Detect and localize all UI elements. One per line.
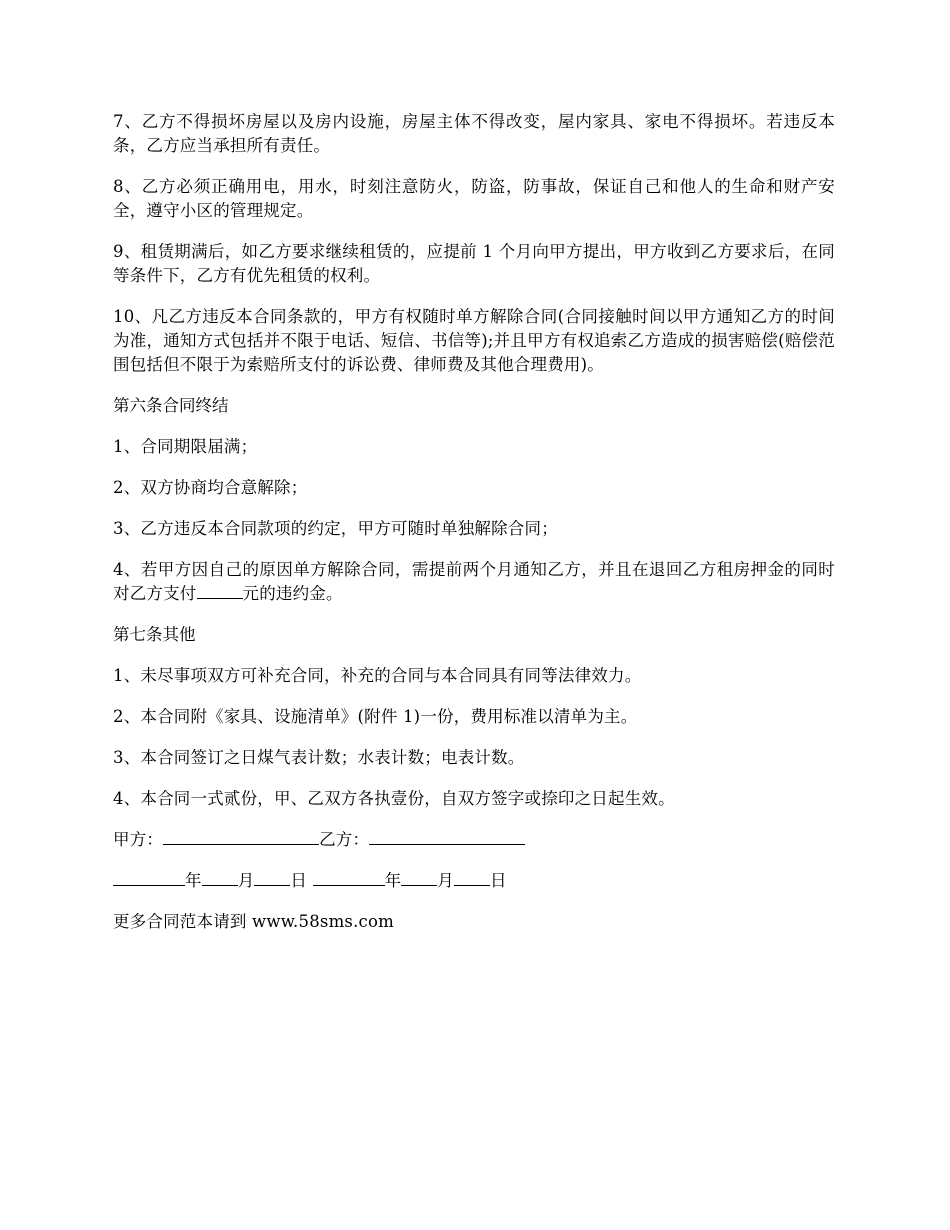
party-b-year-label: 年 xyxy=(384,871,402,890)
penalty-amount-blank xyxy=(197,582,243,599)
section-6-item-4 xyxy=(113,558,835,606)
party-a-month-blank xyxy=(202,869,238,886)
party-a-year-label: 年 xyxy=(185,871,202,890)
footer-note: 更多合同范本请到 www.58sms.com xyxy=(113,912,394,931)
party-b-label: 乙方： xyxy=(319,830,370,849)
section-7-item-2: 2、本合同附《家具、设施清单》(附件 1)一份，费用标准以清单为主。 xyxy=(113,707,638,726)
party-a-signature-blank xyxy=(163,828,319,845)
clause-7: 7、乙方不得损坏房屋以及房内设施，房屋主体不得改变，屋内家具、家电不得损坏。若违反本条，乙方应当承担所有责任。 xyxy=(113,112,835,155)
section-7-item-3: 3、本合同签订之日煤气表计数；水表计数；电表计数。 xyxy=(113,748,525,767)
party-b-month-label: 月 xyxy=(437,871,454,890)
section-6-item-4-prefix: 4、若甲方因自己的原因单方解除合同，需提前两个月通知乙方，并且在退回乙方租房押金的同时对乙方支付 xyxy=(113,560,835,603)
section-6-item-2: 2、双方协商均合意解除； xyxy=(113,478,308,497)
section-7-item-4: 4、本合同一式贰份，甲、乙双方各执壹份，自双方签字或捺印之日起生效。 xyxy=(113,789,675,808)
clause-10: 10、凡乙方违反本合同条款的，甲方有权随时单方解除合同(合同接触时间以甲方通知乙方的时间为准，通知方式包括并不限于电话、短信、书信等);并且甲方有权追索乙方造成的损害赔偿(赔偿范围包括但不限于为索赔所支付的诉讼费、律师费及其他合理费用)。 xyxy=(113,307,835,374)
party-a-day-label: 日 xyxy=(290,871,308,890)
party-b-day-blank xyxy=(454,869,490,886)
party-a-day-blank xyxy=(254,869,290,886)
section-7-title: 第七条其他 xyxy=(113,625,196,644)
signature-line xyxy=(113,828,835,852)
party-a-label: 甲方： xyxy=(113,830,164,849)
section-6-item-3: 3、乙方违反本合同款项的约定，甲方可随时单独解除合同； xyxy=(113,519,558,538)
section-6-item-1: 1、合同期限届满； xyxy=(113,437,258,456)
document-page xyxy=(113,110,835,951)
party-b-year-blank xyxy=(313,869,385,886)
party-b-day-label: 日 xyxy=(489,871,507,890)
section-6-title: 第六条合同终结 xyxy=(113,396,229,415)
party-b-month-blank xyxy=(401,869,437,886)
party-a-year-blank xyxy=(113,869,185,886)
section-7-item-1: 1、未尽事项双方可补充合同，补充的合同与本合同具有同等法律效力。 xyxy=(113,666,642,685)
clause-9: 9、租赁期满后，如乙方要求继续租赁的，应提前 1 个月向甲方提出，甲方收到乙方要求后，在同等条件下，乙方有优先租赁的权利。 xyxy=(113,242,835,285)
date-line xyxy=(113,869,835,893)
party-b-signature-blank xyxy=(369,828,525,845)
section-6-item-4-suffix: 元的违约金。 xyxy=(242,584,343,603)
clause-8: 8、乙方必须正确用电，用水，时刻注意防火，防盗，防事故，保证自己和他人的生命和财产安全，遵守小区的管理规定。 xyxy=(113,177,835,220)
party-a-month-label: 月 xyxy=(237,871,255,890)
